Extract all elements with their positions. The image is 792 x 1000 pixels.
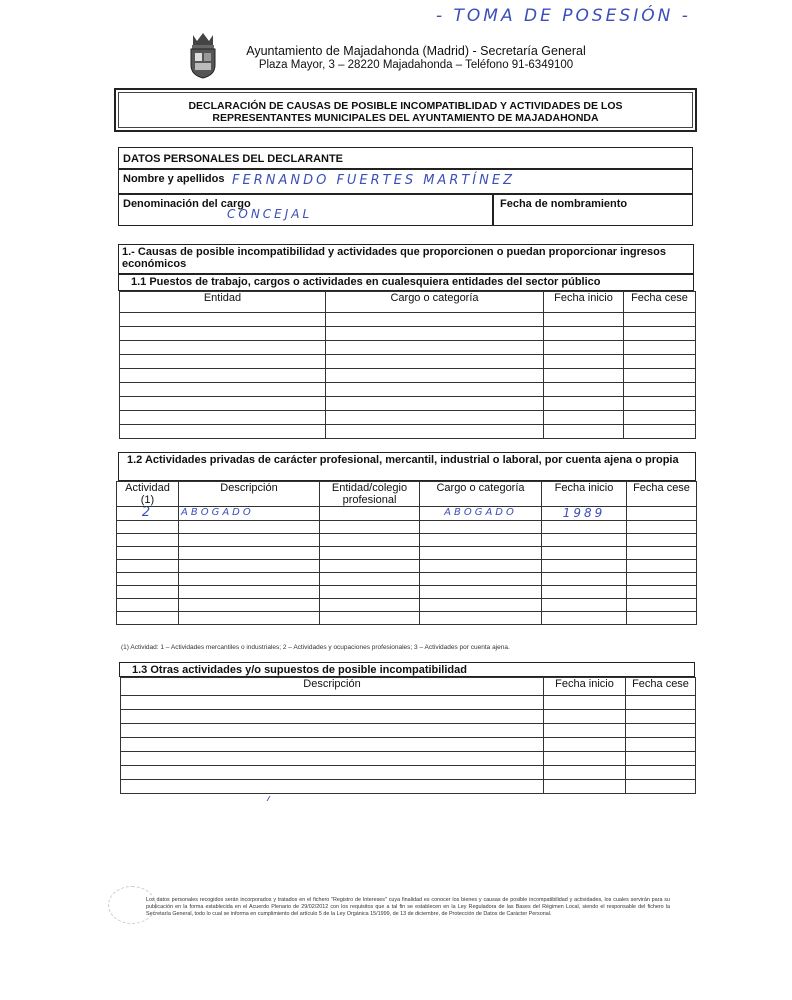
position-value: CONCEJAL: [227, 207, 313, 221]
table-row: [120, 313, 696, 327]
fecha-cese-value: [627, 507, 697, 521]
table-row: [121, 780, 696, 794]
table-row: [117, 612, 697, 625]
personal-data-heading: DATOS PERSONALES DEL DECLARANTE: [123, 153, 344, 165]
private-activities-table: [116, 481, 697, 625]
table-row: [120, 411, 696, 425]
section1-heading: 1.- Causas de posible incompatibilidad y actividades que proporcionen o puedan proporcionar ingresos económicos: [118, 244, 694, 274]
appointment-date-cell: [493, 194, 693, 226]
data-protection-notice: Los datos personales recogidos serán incorporados y tratados en el fichero "Registro de Intereses" cuya finalidad es conocer los bienes y causas de posible incompatibilidad y actividades, los cuales servirán para su publicación en la forma establecida en el Acuerdo Plenario de 29/02/2012 con los requisitos que a tal fin se establecen en la Ley Reguladora de las Bases del Régimen Local, siendo el responsable del fichero la Secretaría General, todo lo cual se informa en cumplimiento del artículo 5 de la Ley Orgánica 15/1999, de 13 de diciembre, de Protección de Datos de Carácter Personal.: [146, 897, 670, 917]
appointment-date-label: Fecha de nombramiento: [500, 198, 628, 210]
table-row: [120, 369, 696, 383]
table-row: [117, 599, 697, 612]
name-row: [118, 169, 693, 194]
table-row: [121, 696, 696, 710]
table-row: [120, 397, 696, 411]
other-activities-table: [120, 677, 696, 794]
section1-2-heading: 1.2 Actividades privadas de carácter profesional, mercantil, industrial o laboral, por cuenta ajena o propia: [118, 452, 696, 481]
table-row: [117, 534, 697, 547]
name-label: Nombre y apellidos: [123, 173, 225, 185]
table-row: [120, 383, 696, 397]
col-header-cargo: Cargo o categoría: [326, 292, 544, 313]
table-row: [120, 327, 696, 341]
col-header-fecha-cese: Fecha cese: [626, 678, 696, 696]
table-row: [117, 547, 697, 560]
table-row: [117, 521, 697, 534]
section1-1-heading: 1.1 Puestos de trabajo, cargos o actividades en cualesquiera entidades del sector público: [118, 274, 694, 291]
organization-address: Plaza Mayor, 3 – 28220 Majadahonda – Teléfono 91-6349100: [258, 59, 574, 71]
descripcion-value: ABOGADO: [179, 507, 320, 521]
coat-of-arms-icon: [187, 31, 219, 79]
actividad-value: 2: [117, 507, 179, 521]
col-header-fecha-cese: Fecha cese: [624, 292, 696, 313]
table-row: [120, 355, 696, 369]
position-cell: [118, 194, 493, 226]
table-row: [120, 341, 696, 355]
cargo-value: ABOGADO: [420, 507, 542, 521]
col-header-descripcion: Descripción: [179, 482, 320, 507]
table-row: [117, 573, 697, 586]
title-box: [114, 88, 697, 132]
ink-mark: [267, 796, 277, 801]
col-header-entidad-colegio: Entidad/colegio profesional: [320, 482, 420, 507]
public-sector-table: [119, 291, 696, 439]
col-header-fecha-inicio: Fecha inicio: [542, 482, 627, 507]
table-row: [120, 425, 696, 439]
col-header-fecha-cese: Fecha cese: [627, 482, 697, 507]
col-header-actividad: Actividad (1): [117, 482, 179, 507]
table-row: [117, 507, 697, 521]
document-title-line2: REPRESENTANTES MUNICIPALES DEL AYUNTAMIENTO DE MAJADAHONDA: [212, 112, 599, 124]
col-header-fecha-inicio: Fecha inicio: [544, 678, 626, 696]
name-value: FERNANDO FUERTES MARTÍNEZ: [232, 173, 515, 188]
document-title-line1: DECLARACIÓN DE CAUSAS DE POSIBLE INCOMPATIBLIDAD Y ACTIVIDADES DE LOS: [188, 100, 623, 112]
col-header-descripcion: Descripción: [121, 678, 544, 696]
table-row: [121, 738, 696, 752]
table-row: [117, 560, 697, 573]
col-header-fecha-inicio: Fecha inicio: [544, 292, 624, 313]
table-row: [121, 766, 696, 780]
table-row: [117, 586, 697, 599]
position-label: Denominación del cargo: [123, 198, 251, 210]
personal-data-heading-box: [118, 147, 693, 169]
handwritten-annotation-toma-posesion: - TOMA DE POSESIÓN -: [436, 6, 691, 26]
table-row: [121, 724, 696, 738]
col-header-cargo: Cargo o categoría: [420, 482, 542, 507]
col-header-entidad: Entidad: [120, 292, 326, 313]
fecha-inicio-value: 1989: [542, 507, 627, 521]
organization-name: Ayuntamiento de Majadahonda (Madrid) - Secretaría General: [246, 44, 586, 58]
table-row: [121, 752, 696, 766]
table-row: [121, 710, 696, 724]
section1-3-heading: 1.3 Otras actividades y/o supuestos de posible incompatibilidad: [119, 662, 695, 677]
activity-footnote: (1) Actividad: 1 – Actividades mercantiles o industriales; 2 – Actividades y ocupaciones profesionales; 3 – Actividades por cuenta ajena.: [121, 644, 510, 651]
entidad-value: [320, 507, 420, 521]
